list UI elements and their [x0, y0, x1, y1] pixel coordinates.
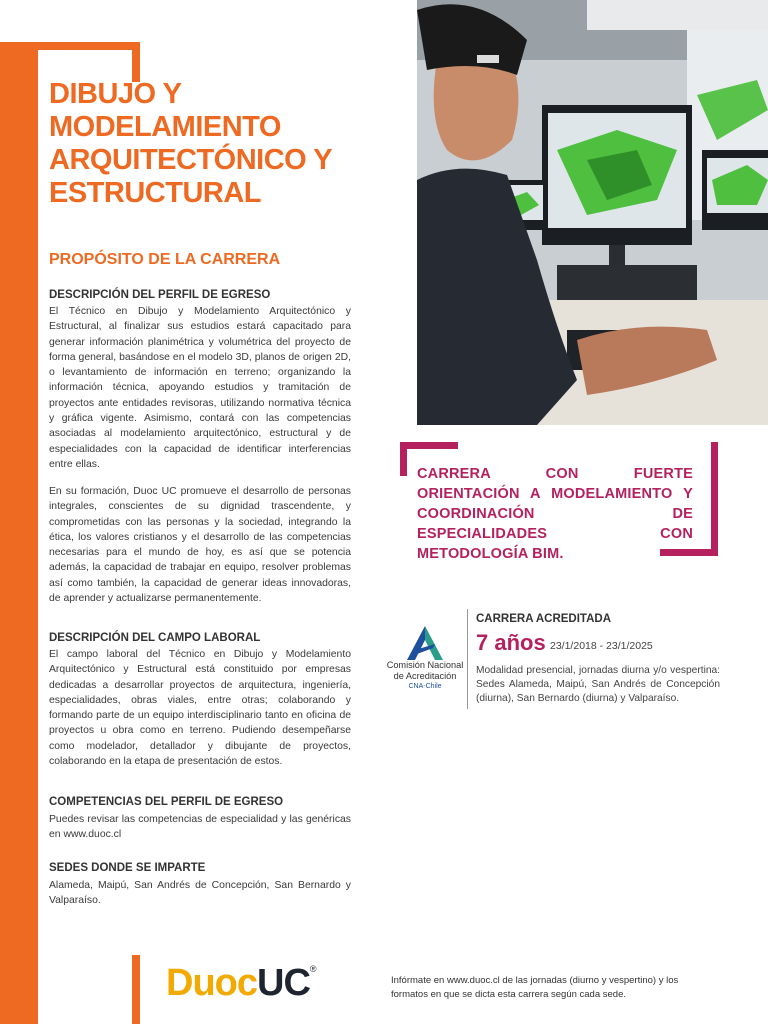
- logo-registered-mark: ®: [309, 964, 317, 974]
- orange-frame-corner: [132, 42, 140, 82]
- orange-frame-top: [0, 42, 140, 50]
- highlight-corner-top: [400, 442, 458, 449]
- accreditation-detail: Modalidad presencial, jornadas diurna y/o vespertina: Sedes Alameda, Maipú, San Andrés de Concepción (diurna), San Bernardo (diurna) y Valparaíso.: [476, 665, 720, 704]
- logo-part-uc: UC: [257, 962, 310, 1004]
- sedes-heading: SEDES DONDE SE IMPARTE: [49, 862, 206, 874]
- logo-part-duoc: Duoc: [166, 962, 257, 1004]
- accreditation-divider: [467, 609, 468, 709]
- accreditation-dates: 23/1/2018 - 23/1/2025: [550, 640, 653, 652]
- highlight-text: CARRERA CON FUERTE ORIENTACIÓN A MODELAMIENTO Y COORDINACIÓN DE ESPECIALIDADES CON METODOLOGÍA BIM.: [417, 466, 693, 562]
- page-title: DIBUJO Y MODELAMIENTO ARQUITECTÓNICO Y ESTRUCTURAL: [49, 78, 332, 209]
- perfil-heading: DESCRIPCIÓN DEL PERFIL DE EGRESO: [49, 289, 271, 301]
- perfil-paragraph-2: En su formación, Duoc UC promueve el desarrollo de personas integrales, conscientes de su dignidad trascendente, y comprometidas con las personas y la sociedad, integrando la ética, los valores cristianos y el desarrollo de las competencias necesarias para el mundo de hoy, es así que se potencia además, la capacidad de trabajar en equipo, resolver problemas así como también, la capacidad de generar ideas innovadoras, de aprender y actualizarse permanentemente.: [49, 486, 351, 605]
- cna-agency-name: Comisión Nacional de Acreditación: [386, 660, 464, 681]
- campo-paragraph: El campo laboral del Técnico en Dibujo y Modelamiento Arquitectónico y Estructural está constituido por empresas dedicadas a desarrollar proyectos de arquitectura, ingeniería, especialidades, obras viales, entre otras; colaborando y formando parte de un equipo interdisciplinario tanto en oficina de proyectos u obra como en terreno. Pudiendo desempeñarse como modelador, detallador y dibujante de proyectos, colaborando en la etapa de presentación de estos.: [49, 649, 351, 768]
- competencias-paragraph: Puedes revisar las competencias de especialidad y las genéricas en www.duoc.cl: [49, 814, 351, 841]
- cna-agency-sub: CNA-Chile: [408, 683, 442, 690]
- purpose-heading: PROPÓSITO DE LA CARRERA: [49, 251, 281, 268]
- student-at-computer-photo: [417, 0, 768, 425]
- competencias-heading: COMPETENCIAS DEL PERFIL DE EGRESO: [49, 796, 284, 808]
- campo-heading: DESCRIPCIÓN DEL CAMPO LABORAL: [49, 632, 261, 644]
- sedes-paragraph: Alameda, Maipú, San Andrés de Concepción, San Bernardo y Valparaíso.: [49, 880, 351, 907]
- photo-illustration: [417, 0, 768, 425]
- perfil-paragraph-1: El Técnico en Dibujo y Modelamiento Arquitectónico y Estructural, al finalizar sus estudios estará capacitado para generar información planimétrica y volumétrica del proyecto de forma general, basándose en el modelo 3D, planos de origen 2D, o levantamiento de información en terreno; organizando la información técnica, apoyando estudios y tramitación de proyectos ante entidades revisoras, utilizando normativa técnica y gráfica vigente. Asimismo, contará con las competencias asociadas al modelamiento arquitectónico, estructural y de especialidades con la capacidad de identificar interferencias entre ellas.: [49, 306, 351, 470]
- duocuc-logo: [166, 962, 317, 1006]
- footer-note: Infórmate en www.duoc.cl de las jornadas (diurno y vespertino) y los formatos en que se dicta esta carrera según cada sede.: [391, 975, 679, 1000]
- accreditation-years: 7 años: [476, 630, 546, 655]
- orange-side-bar: [0, 42, 38, 1024]
- highlight-box: [400, 442, 718, 562]
- orange-frame-bottom: [132, 955, 140, 1024]
- accreditation-label: CARRERA ACREDITADA: [476, 613, 612, 625]
- highlight-corner-left: [400, 442, 407, 476]
- highlight-corner-right: [711, 442, 718, 556]
